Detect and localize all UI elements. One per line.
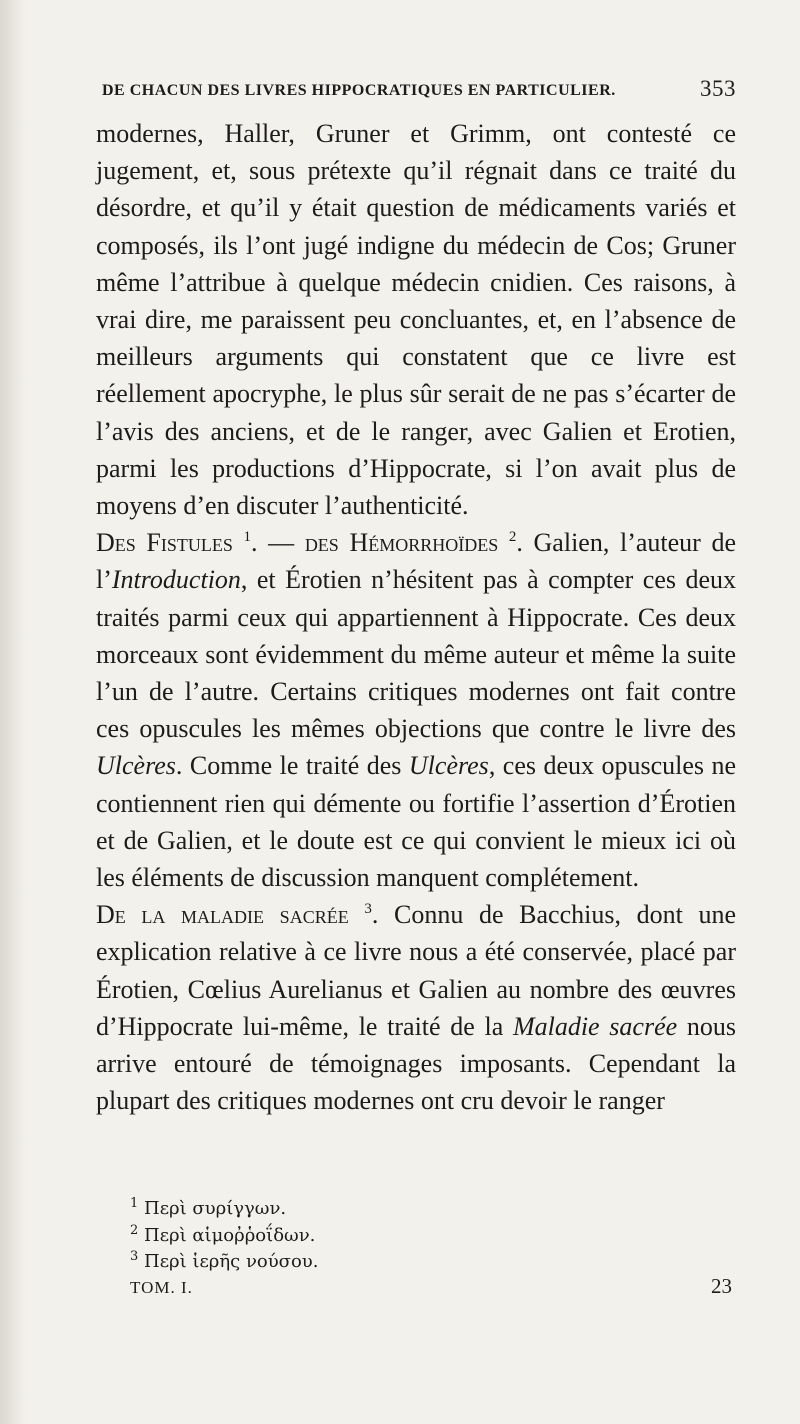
footnote-2 xyxy=(130,1223,690,1250)
italic-ulceres-2: Ulcères xyxy=(408,751,489,781)
sheet-number: 23 xyxy=(711,1274,732,1298)
footnote-ref-3: 3 xyxy=(364,901,372,918)
footnote-3 xyxy=(130,1249,690,1276)
running-title: DE CHACUN DES LIVRES HIPPOCRATIQUES EN PARTICULIER. xyxy=(102,82,616,99)
paragraph-3 xyxy=(96,896,736,1119)
footnote-text: Περὶ συρίγγων. xyxy=(144,1198,287,1219)
footnote-1 xyxy=(130,1196,690,1223)
footnote-text: Περὶ αἱμοῤῥοΐδων. xyxy=(144,1224,316,1246)
paragraph-1: modernes, Haller, Gruner et Grimm, ont contesté ce jugement, et, sous prétexte qu’il régnait dans ce traité du désordre, et qu’il y était question de médicaments variés et composés, ils l’ont jugé indigne du médecin de Cos; Gruner même l’attribue à quelque médecin cnidien. Ces raisons, à vrai dire, me paraissent peu concluantes, et, en l’absence de meilleurs arguments qui constatent que ce livre est réellement apocryphe, le plus sûr serait de ne pas s’écarter de l’avis des anciens, et de le ranger, avec Galien et Erotien, parmi les productions d’Hippocrate, si l’on avait plus de moyens d’en discuter l’authenticité. xyxy=(96,119,736,521)
paragraph-2-text-b: , et Érotien n’hésitent pas à compter ces deux traités parmi ceux qui appartiennent à Hippocrate. Ces deux morceaux sont évidemment du même auteur et même la suite l’un de l’autre. Certains critiques modernes ont fait contre ces opuscules les mêmes objections que contre le livre des xyxy=(96,565,736,744)
page-spine-shadow xyxy=(0,0,26,1424)
section-title-fistules: Des Fistules xyxy=(96,528,233,558)
paragraph-2 xyxy=(96,524,736,896)
italic-ulceres-1: Ulcères xyxy=(96,751,176,781)
page-number: 353 xyxy=(700,76,736,101)
footnote-number: 2 xyxy=(130,1222,139,1238)
italic-introduction: Introduction xyxy=(111,565,241,595)
footnote-ref-1: 1 xyxy=(243,529,252,546)
footnote-ref-2: 2 xyxy=(508,529,517,546)
footnotes xyxy=(130,1196,690,1276)
signature-mark: TOM. I. xyxy=(130,1278,193,1297)
paragraph-3-text-b: nous arrive entouré de témoignages imposants. Cependant la plupart des critiques modernes ont cru devoir le ranger xyxy=(96,1011,736,1116)
footnote-text: Περὶ ἱερῆς νούσου. xyxy=(144,1251,319,1272)
section-title-hemorrhoides: . — des Hémorrhoïdes xyxy=(251,528,499,558)
footnote-number: 3 xyxy=(130,1249,139,1264)
italic-maladie-sacree: Maladie sacrée xyxy=(512,1011,678,1041)
paragraph-2-text-c: . Comme le traité des xyxy=(175,751,409,781)
paragraph-2-text-a: . Galien, l’auteur de l’ xyxy=(96,528,736,595)
section-title-maladie-sacree: De la maladie sacrée xyxy=(96,900,349,930)
page-header xyxy=(96,76,736,110)
footnote-number: 1 xyxy=(130,1196,139,1211)
paragraph-3-text-a: . Connu de Bacchius, dont une explication relative à ce livre nous a été conservée, placé par Érotien, Cœlius Aurelianus et Galien au nombre des œuvres d’Hippocrate lui-même, le traité de la xyxy=(96,900,737,1041)
body-text xyxy=(96,115,736,1119)
paragraph-2-text-d: , ces deux opuscules ne contiennent rien qui démente ou fortifie l’assertion d’Érotien et de Galien, et le doute est ce qui convient le mieux ici où les éléments de discussion manquent complétement. xyxy=(96,751,736,893)
